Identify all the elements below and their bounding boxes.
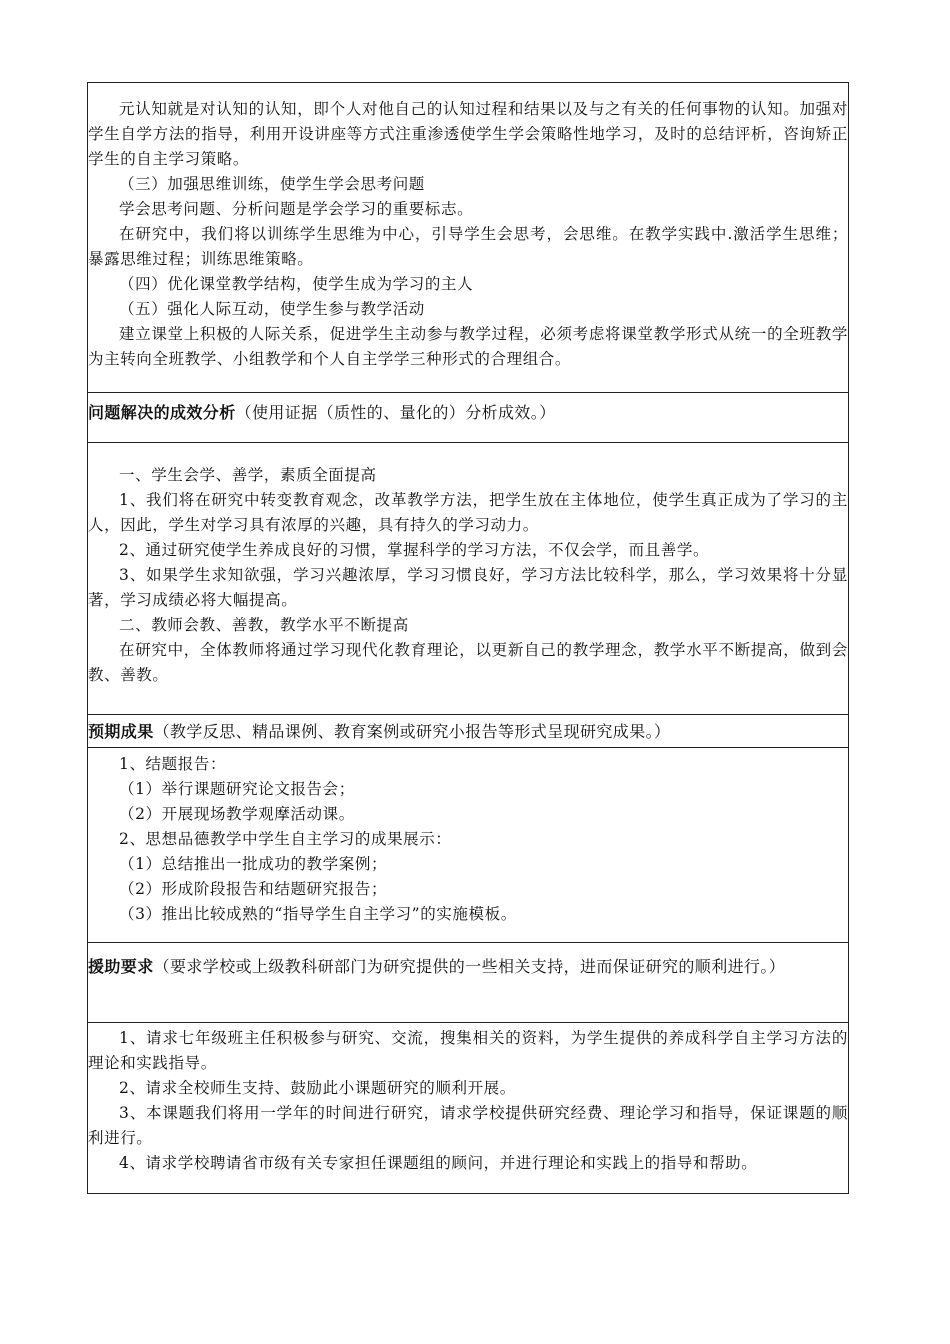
- paragraph: 2、请求全校师生支持、鼓励此小课题研究的顺利开展。: [119, 1079, 516, 1097]
- support-request-header: [88, 943, 848, 1023]
- section-title: 预期成果: [88, 722, 154, 741]
- paragraph: 2、通过研究使学生养成良好的习惯，掌握科学的学习方法，不仅会学，而且善学。: [119, 541, 710, 559]
- report-table: [87, 82, 849, 1194]
- paragraph: 3、本课题我们将用一学年的时间进行研究，请求学校提供研究经费、理论学习和指导，保证课题的顺利进行。: [88, 1104, 848, 1147]
- expected-results-header: [88, 715, 848, 748]
- paragraph: 学会思考问题、分析问题是学会学习的重要标志。: [119, 200, 474, 218]
- paragraph: （2）开展现场教学观摩活动课。: [119, 805, 355, 823]
- paragraph: 在研究中，我们将以训练学生思维为中心，引导学生会思考，会思维。在教学实践中.激活学生思维；暴露思维过程；训练思维策略。: [88, 225, 848, 268]
- section-title: 援助要求: [88, 957, 154, 976]
- paragraph: （1）举行课题研究论文报告会；: [119, 780, 355, 798]
- paragraph: 一、学生会学、善学，素质全面提高: [119, 466, 377, 484]
- section-note: （教学反思、精品课例、教育案例或研究小报告等形式呈现研究成果。）: [153, 722, 671, 741]
- paragraph: 4、请求学校聘请省市级有关专家担任课题组的顾问，并进行理论和实践上的指导和帮助。: [119, 1154, 758, 1172]
- paragraph: 二、教师会教、善教，教学水平不断提高: [119, 616, 409, 634]
- effect-analysis-body: [88, 443, 848, 715]
- paragraph: （三）加强思维训练，使学生学会思考问题: [119, 175, 425, 193]
- effect-analysis-header: [88, 393, 848, 443]
- paragraph: 建立课堂上积极的人际关系，促进学生主动参与教学过程，必须考虑将课堂教学形式从统一的全班教学为主转向全班教学、小组教学和个人自主学学三种形式的合理组合。: [88, 325, 848, 368]
- paragraph: （五）强化人际互动，使学生参与教学活动: [119, 300, 425, 318]
- paragraph: 在研究中，全体教师将通过学习现代化教育理论，以更新自己的教学理念，教学水平不断提高，做到会教、善教。: [88, 641, 848, 684]
- paragraph: 元认知就是对认知的认知，即个人对他自己的认知过程和结果以及与之有关的任何事物的认知。加强对学生自学方法的指导，利用开设讲座等方式注重渗透使学生学会策略性地学习，及时的总结评析，咨询矫正学生的自主学习策略。: [88, 100, 848, 168]
- paragraph: （四）优化课堂教学结构，使学生成为学习的主人: [119, 275, 474, 293]
- section-title: 问题解决的成效分析: [88, 403, 236, 422]
- section-note: （要求学校或上级教科研部门为研究提供的一些相关支持，进而保证研究的顺利进行。）: [153, 957, 786, 976]
- paragraph: （2）形成阶段报告和结题研究报告；: [119, 880, 388, 898]
- paragraph: （3）推出比较成熟的“指导学生自主学习”的实施模板。: [119, 905, 517, 923]
- paragraph: 1、我们将在研究中转变教育观念，改革教学方法，把学生放在主体地位，使学生真正成为了学习的主人，因此，学生对学习具有浓厚的兴趣，具有持久的学习动力。: [88, 491, 848, 534]
- paragraph: 3、如果学生求知欲强，学习兴趣浓厚，学习习惯良好，学习方法比较科学，那么，学习效果将十分显著，学习成绩必将大幅提高。: [88, 566, 848, 609]
- expected-results-body: [88, 748, 848, 943]
- support-request-body: [88, 1023, 848, 1193]
- paragraph: 2、思想品德教学中学生自主学习的成果展示：: [119, 830, 452, 848]
- paragraph: （1）总结推出一批成功的教学案例；: [119, 855, 388, 873]
- strategy-cell: [88, 83, 848, 393]
- paragraph: 1、结题报告：: [119, 755, 227, 773]
- section-note: （使用证据（质性的、量化的）分析成效。）: [235, 403, 556, 422]
- paragraph: 1、请求七年级班主任积极参与研究、交流，搜集相关的资料，为学生提供的养成科学自主学习方法的理论和实践指导。: [88, 1029, 848, 1072]
